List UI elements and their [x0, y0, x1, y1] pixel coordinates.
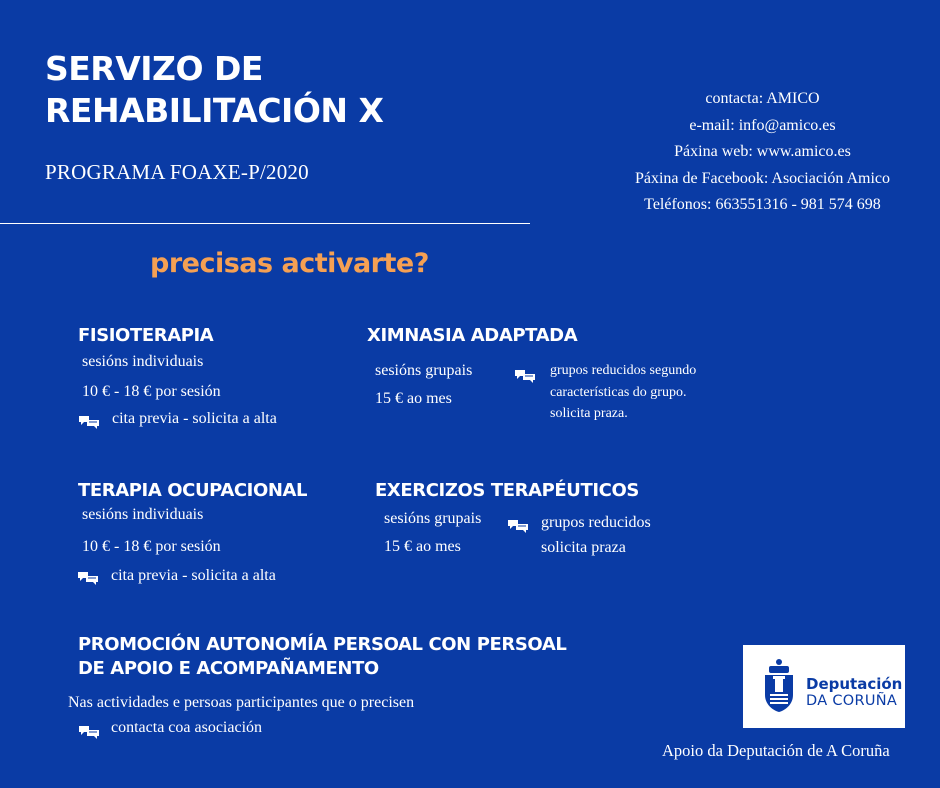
terapia-price: 10 € - 18 € por sesión: [82, 538, 221, 555]
logo-text: [806, 676, 902, 710]
exercizos-price: 15 € ao mes: [384, 538, 461, 555]
terapia-note: cita previa - solicita a alta: [111, 567, 276, 584]
ximnasia-note-line-1: grupos reducidos segundo: [550, 363, 697, 378]
title-line-1: SERVIZO DE: [45, 49, 263, 88]
chat-bubbles-icon: [514, 369, 536, 383]
program-code: PROGRAMA FOAXE-P/2020: [45, 160, 309, 184]
crest-icon: [760, 658, 798, 719]
ximnasia-sessions: sesións grupais: [375, 362, 473, 379]
headline: precisas activarte?: [150, 248, 429, 279]
chat-bubbles-icon: [78, 725, 100, 739]
exercizos-heading: EXERCIZOS TERAPÉUTICOS: [375, 480, 639, 501]
chat-bubbles-icon: [77, 571, 99, 585]
fisioterapia-note: cita previa - solicita a alta: [112, 410, 277, 427]
contact-web[interactable]: Páxina web: www.amico.es: [674, 143, 851, 160]
ximnasia-note: [550, 360, 696, 425]
fisioterapia-price: 10 € - 18 € por sesión: [82, 383, 221, 400]
exercizos-sessions: sesións grupais: [384, 510, 482, 527]
logo-line-2: DA CORUÑA: [806, 693, 898, 709]
ximnasia-note-line-2: características do grupo.: [550, 384, 687, 400]
promocion-text: Nas actividades e persoas participantes que o precisen: [68, 694, 415, 711]
ximnasia-heading: XIMNASIA ADAPTADA: [367, 325, 578, 346]
contact-email[interactable]: e-mail: info@amico.es: [689, 116, 836, 134]
logo-line-1: Deputación: [806, 675, 903, 693]
exercizos-note-line-1: grupos reducidos: [541, 514, 651, 531]
fisioterapia-heading: FISIOTERAPIA: [78, 325, 214, 346]
contact-name: contacta: AMICO: [705, 90, 820, 107]
chat-bubbles-icon: [507, 519, 529, 533]
chat-bubbles-icon: [78, 415, 100, 429]
header-divider: [0, 223, 530, 224]
exercizos-note-line-2: solicita praza: [541, 539, 626, 556]
fisioterapia-sessions: sesións individuais: [82, 353, 204, 370]
ximnasia-note-line-3: solicita praza.: [550, 406, 628, 421]
page-title: [45, 48, 515, 132]
title-line-2: REHABILITACIÓN X: [45, 91, 384, 130]
contact-phones: Teléfonos: 663551316 - 981 574 698: [644, 196, 881, 213]
support-credit: Apoio da Deputación de A Coruña: [662, 741, 890, 760]
ximnasia-price: 15 € ao mes: [375, 390, 452, 407]
promocion-heading-line-2: DE APOIO E ACOMPAÑAMENTO: [78, 658, 379, 679]
terapia-heading: TERAPIA OCUPACIONAL: [78, 480, 308, 501]
promocion-heading-line-1: PROMOCIÓN AUTONOMÍA PERSOAL CON PERSOAL: [78, 634, 567, 655]
promocion-heading: [78, 633, 566, 681]
contact-facebook[interactable]: Páxina de Facebook: Asociación Amico: [634, 169, 891, 187]
promocion-note: contacta coa asociación: [111, 719, 263, 736]
contact-block: [600, 86, 925, 219]
terapia-sessions: sesións individuais: [82, 506, 204, 523]
